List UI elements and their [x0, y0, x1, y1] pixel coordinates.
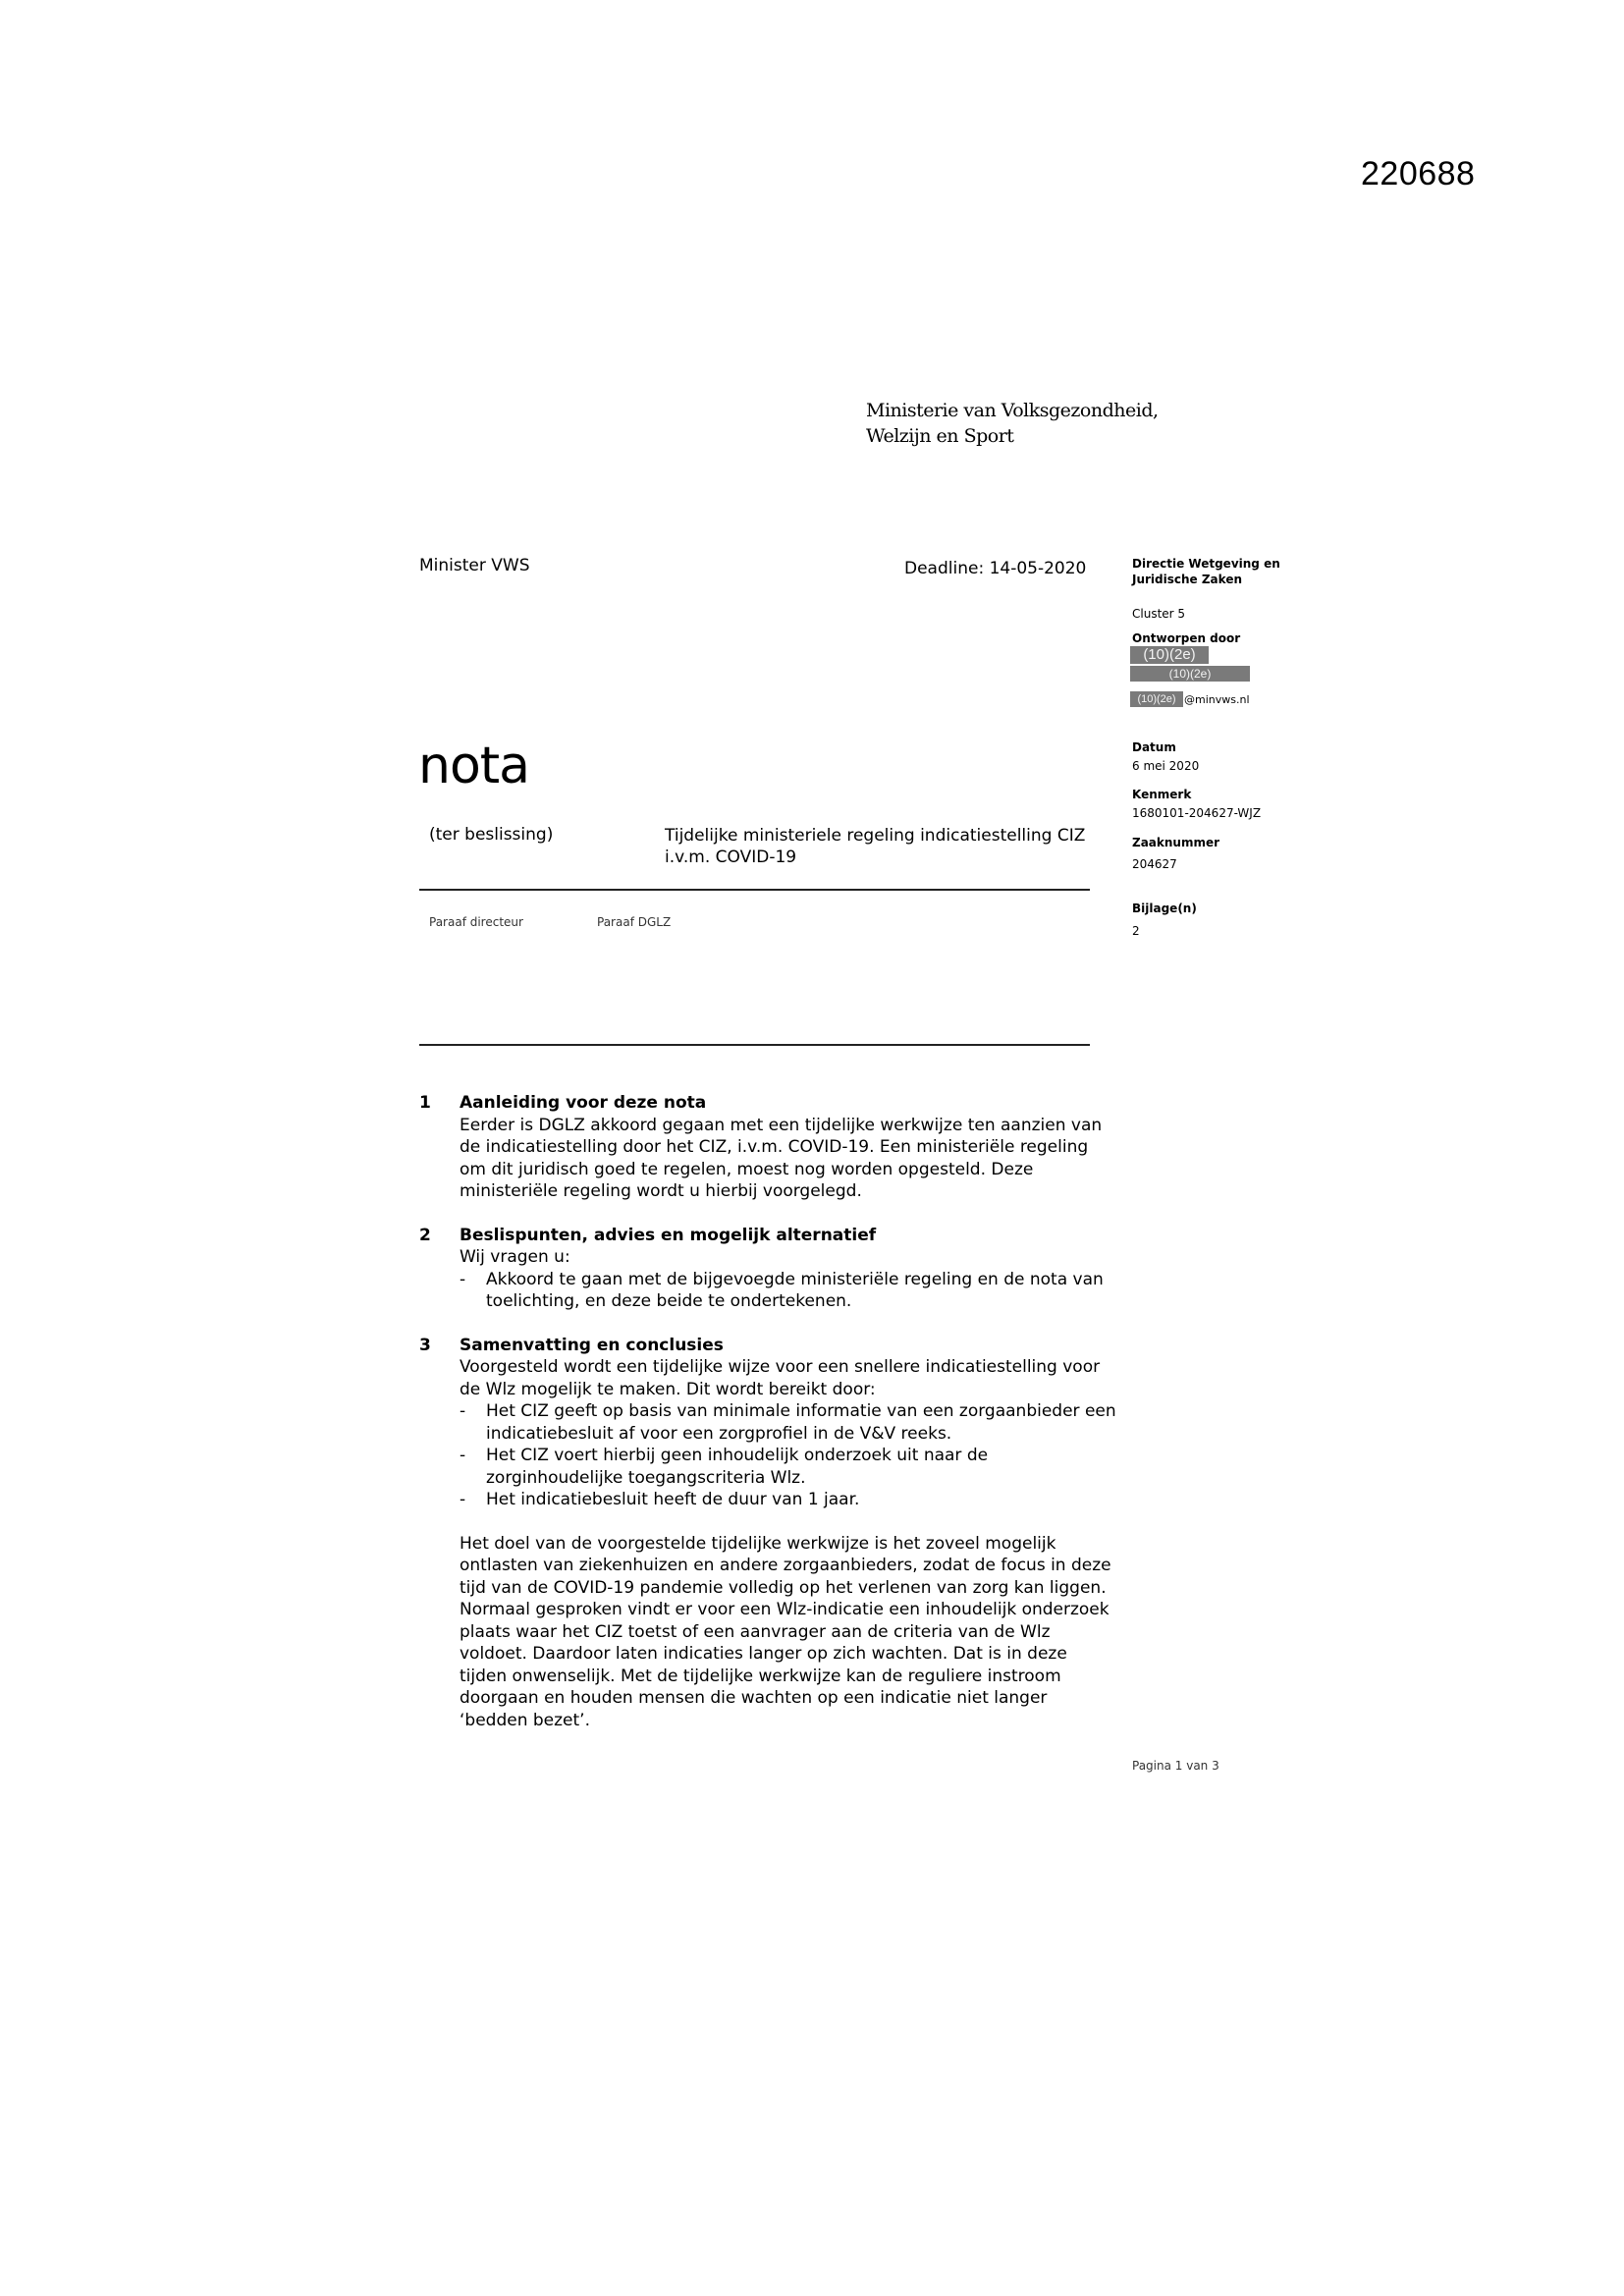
document-subject: Tijdelijke ministeriele regeling indicatiestelling CIZ i.v.m. COVID-19 — [665, 826, 1086, 867]
bullet-dash: - — [460, 1446, 466, 1465]
section-beslispunten — [419, 1225, 1116, 1313]
paraaf-dglz: Paraaf DGLZ — [597, 915, 672, 929]
list-item — [460, 1489, 1116, 1511]
bullet-dash: - — [460, 1269, 466, 1289]
sidebar-kenmerk-label: Kenmerk — [1132, 788, 1192, 801]
sidebar-cluster: Cluster 5 — [1132, 607, 1186, 621]
sidebar-datum: 6 mei 2020 — [1132, 759, 1200, 773]
deadline: Deadline: 14-05-2020 — [904, 559, 1087, 578]
document-number: 220688 — [1361, 155, 1476, 192]
divider-top — [419, 889, 1090, 891]
list-item — [460, 1269, 1116, 1313]
addressee: Minister VWS — [419, 556, 530, 575]
page-number: Pagina 1 van 3 — [1132, 1759, 1219, 1773]
section-number: 2 — [419, 1225, 431, 1245]
list-item — [460, 1400, 1116, 1445]
divider-bottom — [419, 1044, 1090, 1046]
redaction-block: (10)(2e) — [1130, 666, 1250, 682]
sidebar-email-suffix: @minvws.nl — [1184, 693, 1250, 706]
section-intro: Wij vragen u: — [460, 1247, 570, 1267]
sidebar-zaaknummer: 204627 — [1132, 857, 1177, 871]
section-intro: Voorgesteld wordt een tijdelijke wijze voor een snellere indicatiestelling voor de Wlz mogelijk te maken. Dit wordt bereikt door: — [460, 1357, 1101, 1399]
list-item-text: Het indicatiebesluit heeft de duur van 1 jaar. — [486, 1490, 860, 1509]
section-aanleiding — [419, 1092, 1116, 1203]
bullet-dash: - — [460, 1401, 466, 1421]
sidebar-directie: Directie Wetgeving en Juridische Zaken — [1132, 557, 1280, 586]
section-number: 1 — [419, 1093, 431, 1113]
sidebar-zaaknummer-label: Zaaknummer — [1132, 836, 1220, 849]
sidebar-datum-label: Datum — [1132, 740, 1176, 754]
paraaf-directeur: Paraaf directeur — [429, 915, 523, 929]
redaction-block: (10)(2e) — [1130, 691, 1183, 707]
list-item-text: Het CIZ voert hierbij geen inhoudelijk onderzoek uit naar de zorginhoudelijke toegangscriteria Wlz. — [486, 1446, 989, 1488]
section-samenvatting — [419, 1335, 1116, 1732]
bullet-dash: - — [460, 1490, 466, 1509]
section-paragraph: Het doel van de voorgestelde tijdelijke werkwijze is het zoveel mogelijk ontlasten van ziekenhuizen en andere zorgaanbieders, zodat de focus in deze tijd van de COVID-19 pandemie volledig op het verlenen van zorg kan liggen. Normaal gesproken vindt er voor een Wlz-indicatie een inhoudelijk onderzoek plaats waar het CIZ toetst of een aanvrager aan de criteria van de Wlz voldoet. Daardoor laten indicaties langer op zich wachten. Dat is in deze tijden onwenselijk. Met de tijdelijke werkwijze kan de reguliere instroom doorgaan en houden mensen die wachten op een indicatie niet langer ‘bedden bezet’. — [460, 1533, 1111, 1730]
sidebar-bijlage-label: Bijlage(n) — [1132, 902, 1197, 915]
document-title: nota — [418, 737, 530, 795]
document-type: (ter beslissing) — [429, 825, 554, 845]
redaction-block: (10)(2e) — [1130, 646, 1209, 664]
section-title: Aanleiding voor deze nota — [460, 1093, 707, 1113]
section-title: Samenvatting en conclusies — [460, 1335, 724, 1355]
sidebar-bijlage: 2 — [1132, 924, 1140, 938]
section-number: 3 — [419, 1335, 431, 1355]
list-item — [460, 1445, 1116, 1489]
ministry-line-1: Ministerie van Volksgezondheid, — [866, 400, 1159, 421]
ministry-logo-text — [866, 398, 1159, 449]
list-item-text: Het CIZ geeft op basis van minimale informatie van een zorgaanbieder een indicatiebesluit af voor een zorgprofiel in de V&V reeks. — [486, 1401, 1116, 1444]
ministry-line-2: Welzijn en Sport — [866, 425, 1014, 447]
sidebar-kenmerk: 1680101-204627-WJZ — [1132, 806, 1262, 820]
section-title: Beslispunten, advies en mogelijk alternatief — [460, 1225, 877, 1245]
document-body — [419, 1092, 1116, 1753]
sidebar-ontworpen-label: Ontworpen door — [1132, 631, 1241, 645]
list-item-text: Akkoord te gaan met de bijgevoegde ministeriële regeling en de nota van toelichting, en deze beide te ondertekenen. — [486, 1269, 1104, 1311]
section-text: Eerder is DGLZ akkoord gegaan met een tijdelijke werkwijze ten aanzien van de indicatiestelling door het CIZ, i.v.m. COVID-19. Een ministeriële regeling om dit juridisch goed te regelen, moest nog worden opgesteld. Deze ministeriële regeling wordt u hierbij voorgelegd. — [460, 1115, 1103, 1201]
